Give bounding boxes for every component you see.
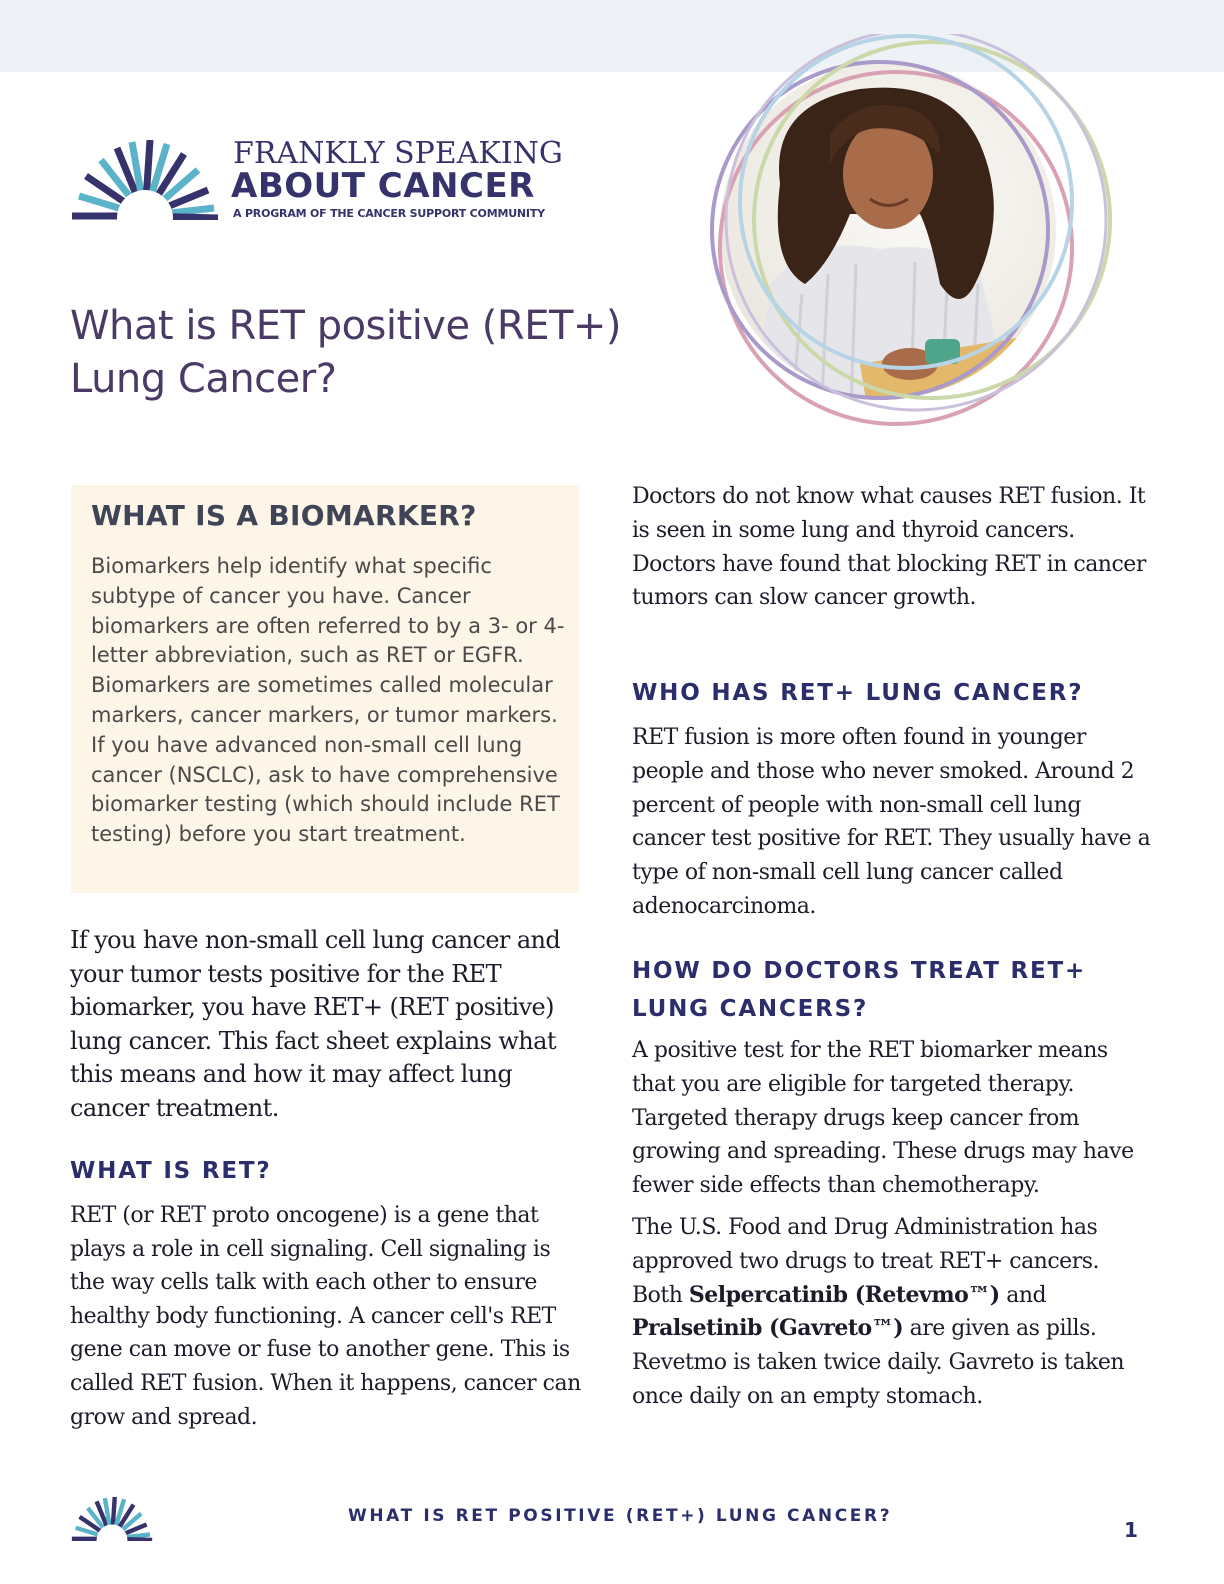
logo-text-about-cancer: ABOUT CANCER <box>231 166 535 206</box>
footer-title: WHAT IS RET POSITIVE (RET+) LUNG CANCER? <box>348 1506 893 1526</box>
biomarker-callout-box <box>71 485 579 893</box>
fda-text-2: are given as pills. Revetmo is taken twice daily. Gavreto is taken once daily on an empty stomach. <box>632 1316 1125 1409</box>
who-has-heading: WHO HAS RET+ LUNG CANCER? <box>632 680 1084 706</box>
biomarker-heading: WHAT IS A BIOMARKER? <box>91 499 477 532</box>
what-is-ret-body: RET (or RET proto oncogene) is a gene that plays a role in cell signaling. Cell signaling is the way cells talk with each other to ensure healthy body functioning. A cancer cell's RET gene can move or fuse to another gene. This is called RET fusion. When it happens, cancer can grow and spread. <box>70 1203 581 1430</box>
drug-pralsetinib: Pralsetinib (Gavreto™) <box>632 1315 904 1342</box>
page-title <box>70 300 670 406</box>
drug-selpercatinib: Selpercatinib (Retevmo™) <box>688 1281 1000 1308</box>
how-treat-body: A positive test for the RET biomarker means that you are eligible for targeted therapy. Targeted therapy drugs keep cancer from growing and spreading. These drugs may have fewer side effects than chemotherapy. <box>632 1038 1134 1199</box>
hero-portrait-image <box>710 34 1122 438</box>
logo-tagline: A PROGRAM OF THE CANCER SUPPORT COMMUNITY <box>233 207 545 220</box>
page-title-line2: Lung Cancer? <box>70 356 337 402</box>
footer-sunburst-icon <box>70 1497 154 1541</box>
causes-paragraph: Doctors do not know what causes RET fusion. It is seen in some lung and thyroid cancers. Doctors have found that blocking RET in cancer tumors can slow cancer growth. <box>632 484 1146 611</box>
frankly-speaking-logo <box>70 136 590 226</box>
fda-text-and: and <box>999 1282 1047 1308</box>
biomarker-body: Biomarkers help identify what specific subtype of cancer you have. Cancer biomarkers are often referred to by a 3- or 4-letter abbreviation, such as RET or EGFR. Biomarkers are sometimes called molecular markers, cancer markers, or tumor markers. If you have advanced non-small cell lung cancer (NSCLC), ask to have comprehensive biomarker testing (which should include RET testing) before you start treatment. <box>91 554 565 847</box>
sunburst-logo-icon <box>70 140 220 220</box>
fda-text-1: The U.S. Food and Drug Administration has approved two drugs to treat RET+ cancers. Both <box>632 1215 1099 1308</box>
fda-drugs-paragraph <box>632 1211 1152 1414</box>
how-treat-heading: HOW DO DOCTORS TREAT RET+ LUNG CANCERS? <box>632 958 1087 1022</box>
page-number: 1 <box>1124 1518 1138 1542</box>
page-title-line1: What is RET positive (RET+) <box>70 303 622 349</box>
logo-text-frankly-speaking: FRANKLY SPEAKING <box>233 136 563 171</box>
who-has-body: RET fusion is more often found in younger people and those who never smoked. Around 2 percent of people with non-small cell lung cancer test positive for RET. They usually have a type of non-small cell lung cancer called adenocarcinoma. <box>632 725 1151 919</box>
what-is-ret-heading: WHAT IS RET? <box>70 1158 272 1184</box>
intro-paragraph: If you have non-small cell lung cancer and your tumor tests positive for the RET biomarker, you have RET+ (RET positive) lung cancer. This fact sheet explains what this means and how it may affect lung cancer treatment. <box>70 926 561 1122</box>
